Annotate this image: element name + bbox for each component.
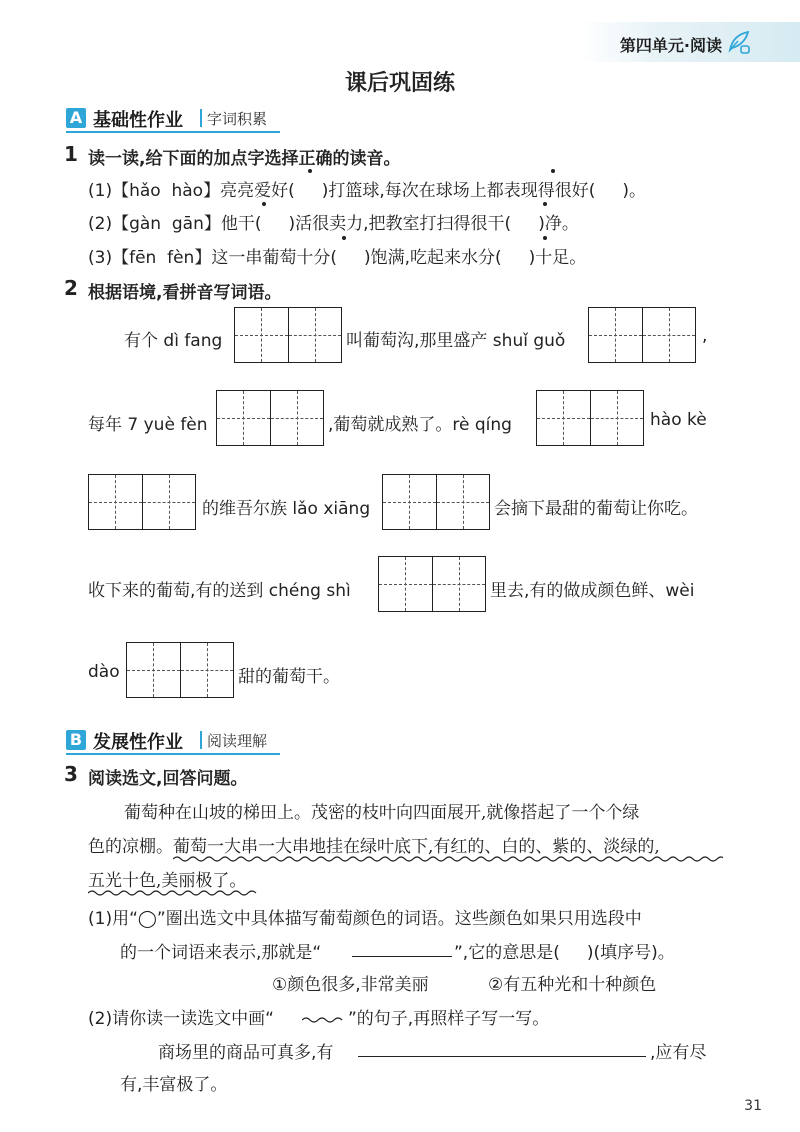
answer-blank-sentence[interactable] xyxy=(358,1056,646,1057)
q2-r4-text-b: 里去,有的做成颜色鲜、wèi xyxy=(490,581,695,601)
q3-number: 3 xyxy=(64,762,78,786)
section-a-underline xyxy=(66,131,280,133)
passage-line-2a: 色的凉棚。 xyxy=(88,837,173,857)
page-number: 31 xyxy=(744,1098,762,1114)
section-a-divider xyxy=(200,109,202,127)
section-b-badge: B xyxy=(66,730,86,750)
q2-r1-text-b: 叫葡萄沟,那里盛产 shuǐ guǒ xyxy=(346,331,566,351)
q1-line-3: (3)【fēn fèn】这一串葡萄十分( )饱满,吃起来水分( )十足。 xyxy=(88,248,587,268)
section-a-title: 基础性作业 xyxy=(93,110,183,131)
emphasis-dot xyxy=(543,202,547,206)
q2-r5-text-a: dào xyxy=(88,662,120,682)
subq2-line-c: 商场里的商品可真多,有 xyxy=(158,1043,334,1063)
passage-line-1: 葡萄种在山坡的梯田上。茂密的枝叶向四面展开,就像搭起了一个个绿 xyxy=(124,803,640,823)
q2-r1-text-a: 有个 dì fang xyxy=(124,331,223,351)
q2-number: 2 xyxy=(64,276,78,300)
q1-line-2: (2)【gàn gān】他干( )活很卖力,把教室打扫得很干( )净。 xyxy=(88,214,579,234)
q2-r5-text-b: 甜的葡萄干。 xyxy=(238,667,340,687)
section-a-subtitle: 字词积累 xyxy=(207,110,268,128)
emphasis-dot xyxy=(262,202,266,206)
wavy-underline xyxy=(173,855,723,863)
q1-line-1: (1)【hǎo hào】亮亮爱好( )打篮球,每次在球场上都表现得很好( )。 xyxy=(88,181,647,201)
page-title: 课后巩固练 xyxy=(344,71,455,96)
subq1-line-a: (1)用“◯”圈出选文中具体描写葡萄颜色的词语。这些颜色如果只用选段中 xyxy=(88,909,642,929)
writing-grid-shuiguo[interactable] xyxy=(588,307,696,363)
subq1-line-c: ”,它的意思是( )(填序号)。 xyxy=(454,943,675,963)
feather-pen-icon xyxy=(724,28,752,56)
q1-number: 1 xyxy=(64,142,78,166)
q3-text: 阅读选文,回答问题。 xyxy=(88,769,248,789)
q2-r2-text-b: ,葡萄就成熟了。rè qíng xyxy=(328,415,512,435)
wavy-underline-sample xyxy=(302,1016,346,1024)
answer-blank-word[interactable] xyxy=(352,956,452,957)
section-b-subtitle: 阅读理解 xyxy=(207,732,268,750)
writing-grid-haoke[interactable] xyxy=(88,474,196,530)
writing-grid-weidao[interactable] xyxy=(126,642,234,698)
q2-r3-text-a: 的维吾尔族 lǎo xiāng xyxy=(202,499,371,519)
q2-text: 根据语境,看拼音写词语。 xyxy=(88,283,282,303)
section-b-underline xyxy=(66,753,280,755)
emphasis-dot xyxy=(551,169,555,173)
section-b-divider xyxy=(200,731,202,749)
q2-r1-text-c: , xyxy=(702,326,708,346)
writing-grid-yuefen[interactable] xyxy=(216,390,324,446)
q2-r2-text-c: hào kè xyxy=(650,410,707,430)
emphasis-dot xyxy=(342,236,346,240)
q1-text: 读一读,给下面的加点字选择正确的读音。 xyxy=(88,149,401,169)
emphasis-dot xyxy=(543,236,547,240)
section-b-title: 发展性作业 xyxy=(93,732,183,753)
emphasis-dot xyxy=(308,169,312,173)
option-1: ①颜色很多,非常美丽 xyxy=(272,975,429,995)
section-a-badge: A xyxy=(66,108,86,128)
passage-line-2b: 葡萄一大串一大串地挂在绿叶底下,有红的、白的、紫的、淡绿的, xyxy=(173,837,660,857)
writing-grid-chengshi[interactable] xyxy=(378,556,486,612)
unit-label: 第四单元·阅读 xyxy=(619,36,722,55)
q2-r2-text-a: 每年 7 yuè fèn xyxy=(88,415,208,435)
writing-grid-difang[interactable] xyxy=(234,307,342,363)
q2-r4-text-a: 收下来的葡萄,有的送到 chéng shì xyxy=(88,581,351,601)
subq2-line-a: (2)请你读一读选文中画“ xyxy=(88,1009,274,1029)
subq2-line-e: 有,丰富极了。 xyxy=(120,1075,228,1095)
subq1-line-b: 的一个词语来表示,那就是“ xyxy=(120,943,322,963)
subq2-line-d: ,应有尽 xyxy=(650,1043,707,1063)
writing-grid-reqing[interactable] xyxy=(536,390,644,446)
option-2: ②有五种光和十种颜色 xyxy=(488,975,657,995)
passage-line-3: 五光十色,美丽极了。 xyxy=(88,871,247,891)
subq2-line-b: ”的句子,再照样子写一写。 xyxy=(348,1009,550,1029)
writing-grid-laoxiang[interactable] xyxy=(382,474,490,530)
wavy-underline xyxy=(88,889,260,897)
q2-r3-text-b: 会摘下最甜的葡萄让你吃。 xyxy=(494,499,698,519)
